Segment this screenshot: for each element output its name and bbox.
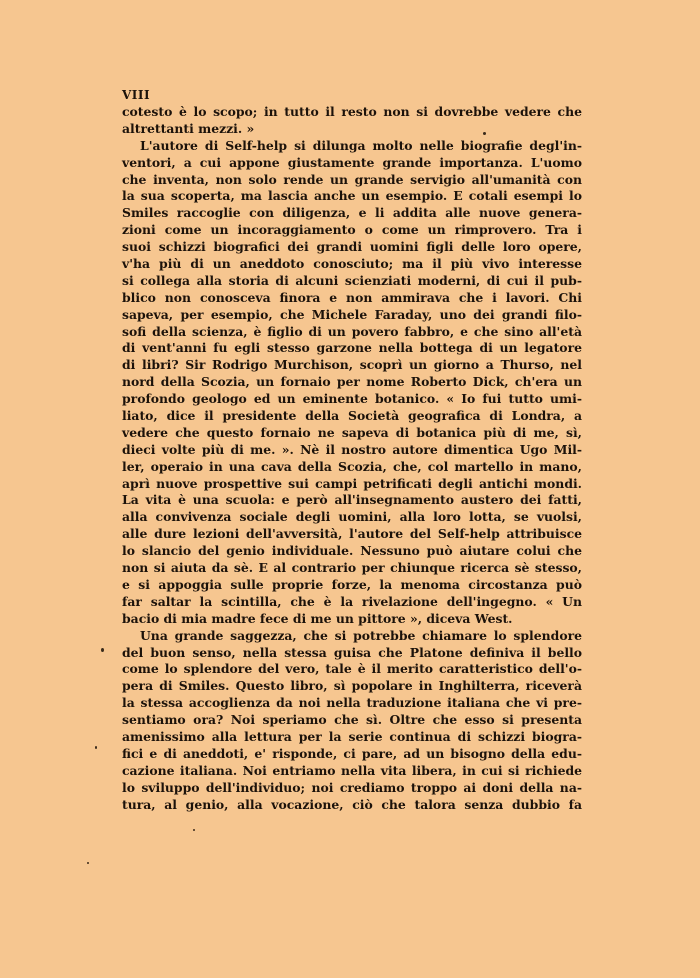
text-line: aprì nuove prospettive sui campi petrificati degli antichi mondi.: [122, 475, 582, 491]
text-line: profondo geologo ed un eminente botanico. « Io fui tutto umi-: [122, 391, 582, 407]
scan-speck: [87, 862, 89, 864]
page-number: VIII: [122, 88, 151, 102]
text-line: come lo splendore del vero, tale è il merito caratteristico dell'o-: [122, 661, 582, 677]
text-line: sapeva, per esempio, che Michele Faraday, uno dei grandi filo-: [122, 306, 582, 322]
text-line: Smiles raccoglie con diligenza, e li addita alle nuove genera-: [122, 205, 582, 221]
text-line: La vita è una scuola: e però all'insegnamento austero dei fatti,: [122, 492, 582, 508]
text-line: nord della Scozia, un fornaio per nome Roberto Dick, ch'era un: [122, 374, 582, 390]
text-line: ventori, a cui appone giustamente grande importanza. L'uomo: [122, 154, 582, 170]
text-line: la sua scoperta, ma lascia anche un esempio. E cotali esempi lo: [122, 188, 582, 204]
text-line: v'ha più di un aneddoto conosciuto; ma il più vivo interesse: [122, 256, 582, 272]
text-line: suoi schizzi biografici dei grandi uomini figli delle loro opere,: [122, 239, 582, 255]
text-line: bacio di mia madre fece di me un pittore », diceva West.: [122, 610, 513, 626]
body-text: [122, 104, 582, 813]
text-line: alla convivenza sociale degli uomini, alla loro lotta, se vuolsi,: [122, 509, 582, 525]
scan-speck: [193, 829, 195, 831]
text-line: vedere che questo fornaio ne sapeva di botanica più di me, sì,: [122, 424, 582, 440]
text-line: far saltar la scintilla, che è la rivelazione dell'ingegno. « Un: [122, 593, 582, 609]
text-line: cotesto è lo scopo; in tutto il resto non si dovrebbe vedere che: [122, 104, 582, 119]
text-line: pera di Smiles. Questo libro, sì popolare in Inghilterra, riceverà: [122, 678, 582, 694]
text-line: di libri? Sir Rodrigo Murchison, scoprì un giorno a Thurso, nel: [122, 357, 582, 373]
text-line: che inventa, non solo rende un grande servigio all'umanità con: [122, 171, 582, 187]
text-line: L'autore di Self-help si dilunga molto nelle biografie degl'in-: [140, 137, 582, 153]
text-line: dieci volte più di me. ». Nè il nostro autore dimentica Ugo Mil-: [122, 441, 582, 457]
text-line: si collega alla storia di alcuni scienziati moderni, di cui il pub-: [122, 272, 582, 288]
text-line: tura, al genio, alla vocazione, ciò che talora senza dubbio fa: [122, 796, 582, 812]
scan-speck: [483, 132, 486, 135]
text-line: di vent'anni fu egli stesso garzone nella bottega di un legatore: [122, 340, 582, 356]
text-line: altrettanti mezzi. »: [122, 120, 255, 136]
text-line: ler, operaio in una cava della Scozia, che, col martello in mano,: [122, 458, 582, 474]
text-line: sentiamo ora? Noi speriamo che sì. Oltre che esso si presenta: [122, 712, 582, 728]
text-line: e si appoggia sulle proprie forze, la menoma circostanza può: [122, 576, 582, 592]
text-line: alle dure lezioni dell'avversità, l'autore del Self-help attribuisce: [122, 526, 582, 542]
scan-speck: [95, 746, 97, 749]
text-line: non si aiuta da sè. E al contrario per chiunque ricerca sè stesso,: [122, 560, 582, 576]
text-line: sofi della scienza, è figlio di un povero fabbro, e che sino all'età: [122, 323, 582, 339]
text-line: lo slancio del genio individuale. Nessuno può aiutare colui che: [122, 543, 582, 559]
text-line: cazione italiana. Noi entriamo nella vita libera, in cui si richiede: [122, 762, 582, 778]
text-line: amenissimo alla lettura per la serie continua di schizzi biogra-: [122, 728, 582, 744]
text-line: blico non conosceva finora e non ammirava che i lavori. Chi: [122, 289, 582, 305]
text-line: lo sviluppo dell'individuo; noi crediamo troppo ai doni della na-: [122, 779, 582, 795]
scan-speck: [101, 648, 104, 652]
text-line: la stessa accoglienza da noi nella traduzione italiana che vi pre-: [122, 695, 582, 711]
text-line: liato, dice il presidente della Società geografica di Londra, a: [122, 408, 582, 424]
text-line: del buon senso, nella stessa guisa che Platone definiva il bello: [122, 644, 582, 660]
text-line: zioni come un incoraggiamento o come un rimprovero. Tra i: [122, 222, 582, 238]
text-line: fici e di aneddoti, e' risponde, ci pare, ad un bisogno della edu-: [122, 745, 582, 761]
text-line: Una grande saggezza, che si potrebbe chiamare lo splendore: [140, 627, 582, 643]
